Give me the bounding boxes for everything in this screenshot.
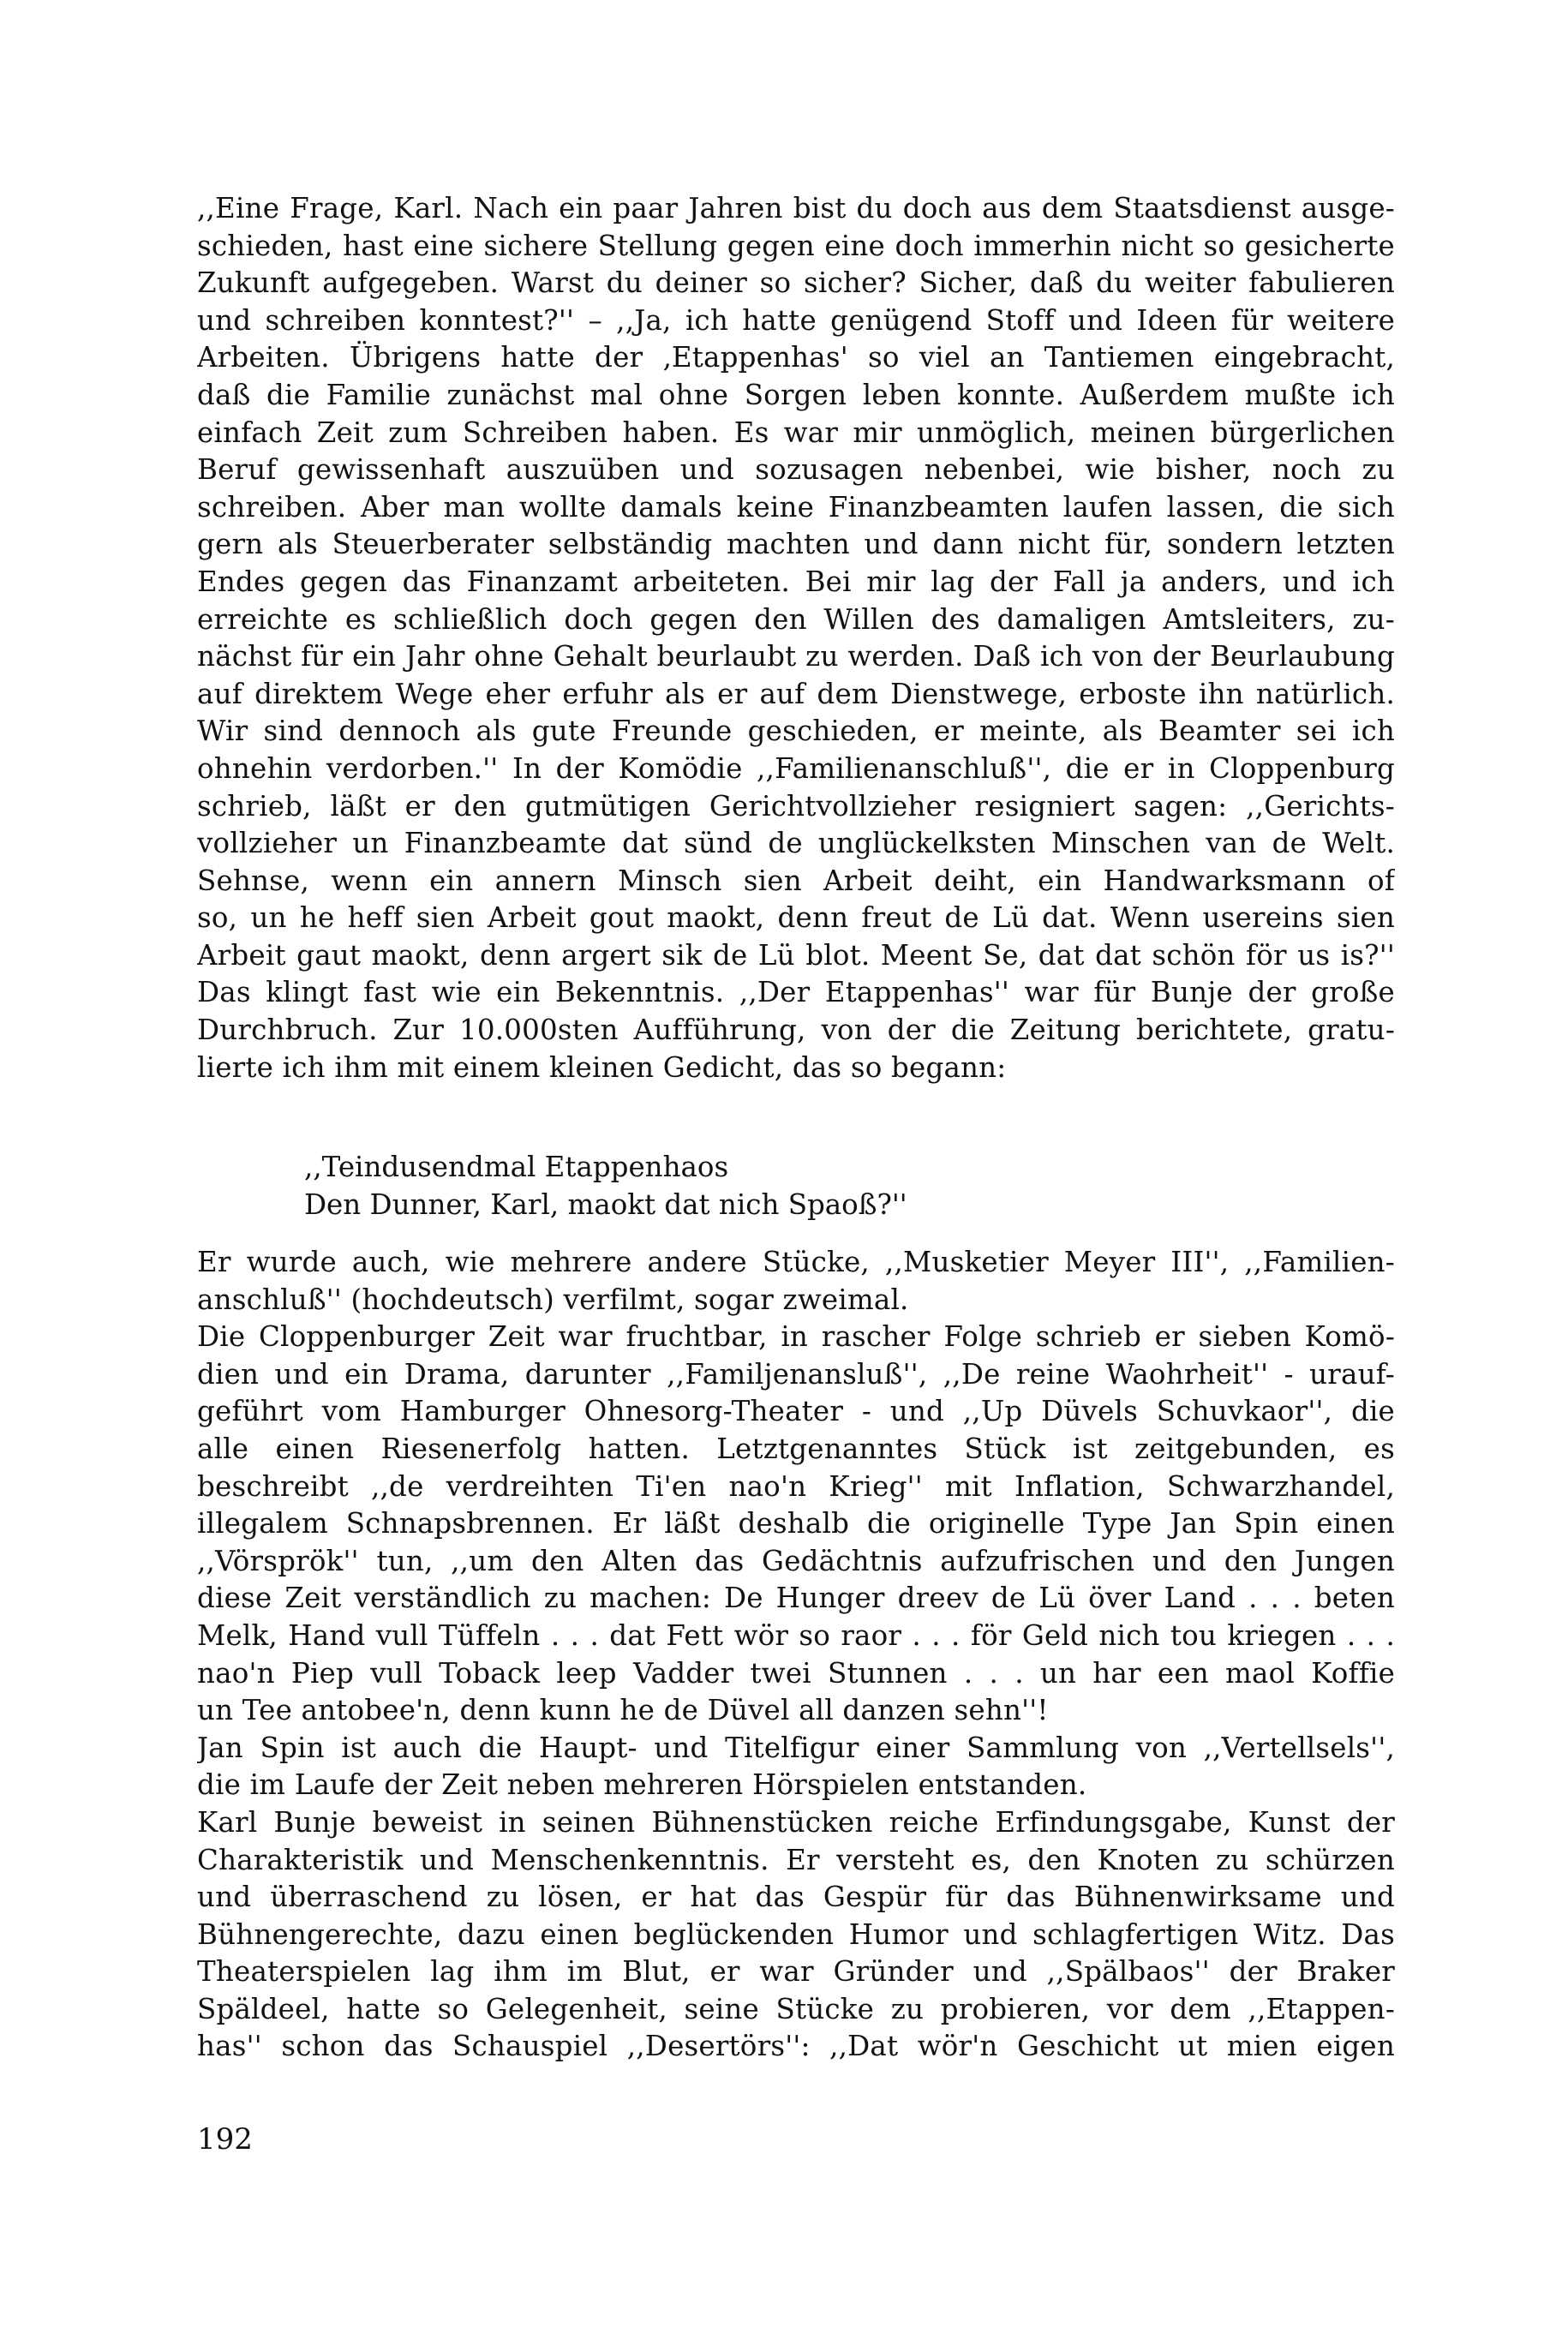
text-line: Endes gegen das Finanzamt arbeiteten. Bei mir lag der Fall ja anders, und ich — [197, 565, 1395, 598]
text-line: Karl Bunje beweist in seinen Bühnenstücken reiche Erfindungsgabe, Kunst der — [197, 1805, 1395, 1839]
text-line: ohnehin verdorben.'' In der Komödie ,,Familienanschluß'', die er in Cloppenburg — [197, 751, 1395, 785]
text-line: erreichte es schließlich doch gegen den Willen des damaligen Amtsleiters, zu- — [197, 602, 1395, 636]
paragraph-block-2 — [197, 1244, 1395, 2066]
text-line: Das klingt fast wie ein Bekenntnis. ,,Der Etappenhas'' war für Bunje der große — [197, 976, 1395, 1009]
text-line: anschluß'' (hochdeutsch) verfilmt, sogar zweimal. — [197, 1283, 909, 1316]
text-line: alle einen Riesenerfolg hatten. Letztgenanntes Stück ist zeitgebunden, es — [197, 1432, 1395, 1465]
text-line: Arbeiten. Übrigens hatte der ‚Etappenhas' so viel an Tantiemen eingebracht, — [197, 341, 1395, 374]
text-line: illegalem Schnapsbrennen. Er läßt deshalb die originelle Type Jan Spin einen — [197, 1507, 1395, 1540]
text-line: auf direktem Wege eher erfuhr als er auf dem Dienstwege, erboste ihn natürlich. — [197, 677, 1395, 710]
text-line: gern als Steuerberater selbständig machten und dann nicht für, sondern letzten — [197, 528, 1395, 561]
text-line: diese Zeit verständlich zu machen: De Hunger dreev de Lü över Land . . . beten — [197, 1582, 1395, 1615]
text-line: vollzieher un Finanzbeamte dat sünd de unglückelksten Minschen van de Welt. — [197, 827, 1395, 860]
text-line: einfach Zeit zum Schreiben haben. Es war mir unmöglich, meinen bürgerlichen — [197, 416, 1395, 449]
text-line: nächst für ein Jahr ohne Gehalt beurlaubt zu werden. Daß ich von der Beurlaubung — [197, 640, 1395, 673]
text-line: und überraschend zu lösen, er hat das Gespür für das Bühnenwirksame und — [197, 1881, 1395, 1914]
text-line: lierte ich ihm mit einem kleinen Gedicht, das so begann: — [197, 1050, 1007, 1084]
text-line: has'' schon das Schauspiel ,,Desertörs'': ,,Dat wör'n Geschicht ut mien eigen — [197, 2030, 1395, 2063]
verse-line: Den Dunner, Karl, maokt dat nich Spaoß?'' — [304, 1187, 907, 1221]
text-line: Arbeit gaut maokt, denn argert sik de Lü blot. Meent Se, dat dat schön för us is?'' — [197, 938, 1395, 972]
text-line: daß die Familie zunächst mal ohne Sorgen leben konnte. Außerdem mußte ich — [197, 378, 1395, 411]
text-line: Zukunft aufgegeben. Warst du deiner so sicher? Sicher, daß du weiter fabulieren — [197, 266, 1395, 300]
text-line: ,,Eine Frage, Karl. Nach ein paar Jahren bist du doch aus dem Staatsdienst ausge- — [197, 192, 1395, 224]
verse-line: ,,Teindusendmal Etappenhaos — [304, 1151, 729, 1183]
text-line: schieden, hast eine sichere Stellung gegen eine doch immerhin nicht so gesicherte — [197, 229, 1395, 262]
text-line: schrieb, läßt er den gutmütigen Gerichtvollzieher resigniert sagen: ,,Gerichts- — [197, 789, 1395, 823]
text-line: Melk, Hand vull Tüffeln . . . dat Fett wör so raor . . . för Geld nich tou kriegen . . . — [197, 1618, 1395, 1652]
text-line: Jan Spin ist auch die Haupt- und Titelfigur einer Sammlung von ,,Vertellsels'', — [197, 1731, 1395, 1764]
verse-quote — [304, 1149, 1332, 1223]
text-line: beschreibt ,,de verdreihten Ti'en nao'n Krieg'' mit Inflation, Schwarzhandel, — [197, 1469, 1395, 1503]
text-line: Beruf gewissenhaft auszuüben und sozusagen nebenbei, wie bisher, noch zu — [197, 453, 1395, 487]
text-line: ,,Vörsprök'' tun, ,,um den Alten das Gedächtnis aufzufrischen und den Jungen — [197, 1544, 1395, 1577]
paragraph-block-1 — [197, 190, 1395, 1086]
text-line: so, un he heff sien Arbeit gout maokt, denn freut de Lü dat. Wenn usereins sien — [197, 901, 1395, 935]
text-line: dien und ein Drama, darunter ,,Familjenansluß'', ,,De reine Waohrheit'' - urauf- — [197, 1357, 1395, 1391]
text-line: nao'n Piep vull Toback leep Vadder twei Stunnen . . . un har een maol Koffie — [197, 1656, 1395, 1690]
text-line: Sehnse, wenn ein annern Minsch sien Arbeit deiht, ein Handwarksmann of — [197, 864, 1395, 897]
text-line: Theaterspielen lag ihm im Blut, er war Gründer und ,,Spälbaos'' der Braker — [197, 1955, 1395, 1989]
page-number: 192 — [197, 2122, 253, 2157]
text-line: Wir sind dennoch als gute Freunde geschieden, er meinte, als Beamter sei ich — [197, 715, 1395, 748]
text-line: Die Cloppenburger Zeit war fruchtbar, in rascher Folge schrieb er sieben Komö- — [197, 1320, 1395, 1354]
text-line: Er wurde auch, wie mehrere andere Stücke, ,,Musketier Meyer III'', ,,Familien- — [197, 1246, 1395, 1278]
text-line: und schreiben konntest?'' – ,,Ja, ich hatte genügend Stoff und Ideen für weitere — [197, 303, 1395, 337]
text-line: Späldeel, hatte so Gelegenheit, seine Stücke zu probieren, vor dem ,,Etappen- — [197, 1992, 1395, 2025]
text-line: geführt vom Hamburger Ohnesorg-Theater - und ,,Up Düvels Schuvkaor'', die — [197, 1395, 1395, 1428]
text-line: Durchbruch. Zur 10.000sten Aufführung, von der die Zeitung berichtete, gratu- — [197, 1014, 1395, 1047]
text-line: Charakteristik und Menschenkenntnis. Er versteht es, den Knoten zu schürzen — [197, 1843, 1395, 1876]
text-line: un Tee antobee'n, denn kunn he de Düvel all danzen sehn''! — [197, 1694, 1049, 1727]
text-line: die im Laufe der Zeit neben mehreren Hörspielen entstanden. — [197, 1768, 1087, 1802]
text-line: Bühnengerechte, dazu einen beglückenden Humor und schlagfertigen Witz. Das — [197, 1917, 1395, 1951]
text-line: schreiben. Aber man wollte damals keine Finanzbeamten laufen lassen, die sich — [197, 490, 1395, 523]
